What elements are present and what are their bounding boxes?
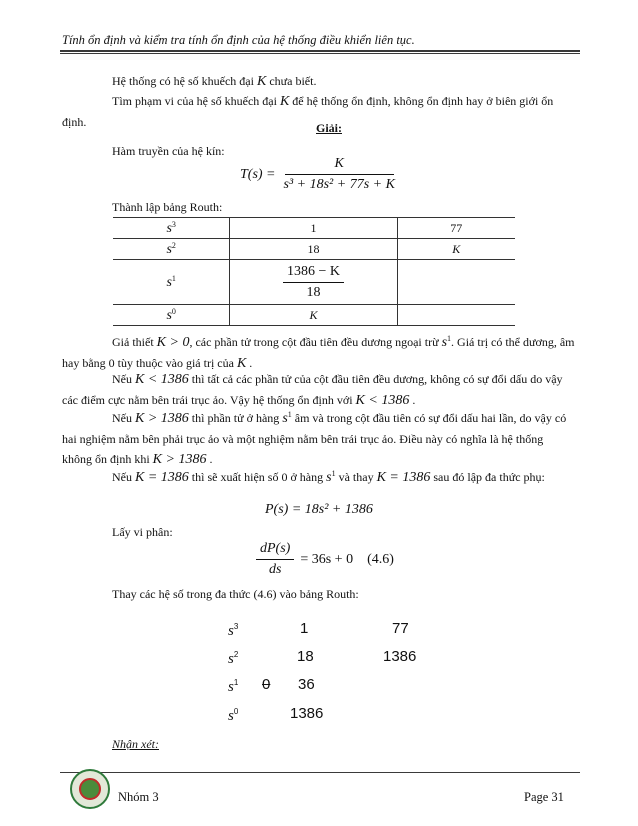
paragraph-case-marginal: Nếu K = 1386 thì sẽ xuất hiện số 0 ở hàng $s^1$ và thay K = 1386 sau đó lập đa thức phụ: [112,469,545,485]
math-condition: K = 1386 [135,470,189,485]
math-s: s [326,470,332,485]
paragraph-case-unstable: Nếu K > 1386 thì phần tử ở hàng $s^1$ âm và trong cột đầu tiên có sự đổi dấu hai lần, do vậy có hai nghiệm nằm bên phải trục ảo và một nghiệm nằm bên trái trục ảo. Điều này có nghĩa là hệ thống không ổn định khi K > 1386 . [62,410,567,467]
footer-rule [60,772,580,773]
row-label: $s^3$ [228,622,239,639]
row-label: $s^3$ [113,218,230,239]
derivative-numerator: dP(s) [256,541,294,560]
row-label: $s^2$ [228,650,239,667]
paragraph-substitute: Thay các hệ số trong đa thức (4.6) vào bảng Routh: [112,587,359,601]
row-label: $s^0$ [228,707,239,724]
paragraph-derivative-label: Lấy vi phân: [112,525,173,539]
math-K: K [256,74,267,89]
table-cell: 1 [300,620,309,637]
tf-lhs: T(s) = [240,166,276,182]
table-cell: K [230,305,397,326]
table-row [113,239,515,260]
math-s: s [282,411,288,426]
fraction-denominator: 18 [306,284,321,300]
fraction [283,264,344,301]
paragraph-transfer-label: Hàm truyền của hệ kín: [112,144,225,158]
text: để hệ thống ổn định, không ổn định hay ở biên giới ổn định. [62,94,554,129]
transfer-function [240,156,395,193]
routh-table-1 [113,217,515,326]
text: Tìm phạm vi của hệ số khuếch đại [112,94,280,108]
table-cell: 1386 [290,705,324,722]
table-cell: 36 [298,676,315,693]
text: Hệ thống có hệ số khuếch đại [112,74,257,88]
math-condition: K < 1386 [355,393,410,408]
footer-page-number: Page 31 [524,790,564,804]
table-cell: 77 [392,620,409,637]
table-cell: 18 [230,239,397,260]
derivative-equation [256,541,394,578]
table-row [113,260,515,305]
paragraph-routh-label: Thành lập bảng Routh: [112,200,223,214]
tf-fraction [284,156,395,193]
derivative-rhs: = 36s + 0 [300,551,354,567]
solution-heading: Giải: [316,121,342,135]
math-K: K [236,356,247,371]
page-header-title: Tính ổn định và kiểm tra tính ổn định của hệ thống điều khiển liên tục. [62,33,415,47]
header-rule [60,50,580,52]
math-condition: K > 1386 [152,452,207,467]
footer-group: Nhóm 3 [118,790,159,804]
derivative-denominator: ds [268,562,282,577]
math-K: K [279,94,290,109]
school-logo-icon [70,769,110,809]
table-cell [230,260,397,305]
table-cell: 1386 [383,648,417,665]
equation-tag: (4.6) [367,551,394,567]
paragraph-intro [62,71,576,92]
math-condition: K = 1386 [376,470,431,485]
table-cell: 18 [297,648,314,665]
remark-heading: Nhận xét: [112,737,159,751]
table-cell: K [397,239,515,260]
derivative-fraction [256,541,294,578]
table-cell [397,305,515,326]
header-rule-thin [60,53,580,54]
tf-denominator: s³ + 18s² + 77s + K [283,177,395,192]
row-label: $s^2$ [113,239,230,260]
text: chưa biết. [266,74,317,88]
math-condition: K > 1386 [135,411,189,426]
table-cell [397,260,515,305]
table-cell: 1 [230,218,397,239]
row-label: $s^1$ [113,260,230,305]
paragraph-case-stable: Nếu K < 1386 thì tất cả các phần tử của cột đầu tiên đều dương, không có sự đổi dấu do vậy các điểm cực nằm bên trái trục ảo. Vậy hệ thống ổn định với K < 1386 . [62,372,563,408]
row-label: $s^0$ [113,305,230,326]
table-row [113,305,515,326]
struck-zero: 0 [262,676,271,693]
table-cell: 77 [397,218,515,239]
row-label: $s^1$ [228,678,239,695]
table-row [113,218,515,239]
paragraph-assumption: Giả thiết K > 0, các phần tử trong cột đầu tiên đều dương ngoại trừ $s^1$. Giá trị có thể dương, âm hay bằng 0 tùy thuộc vào giá trị của K . [62,334,575,371]
math-s: s [441,335,448,350]
auxiliary-polynomial: P(s) = 18s² + 1386 [265,502,373,517]
tf-numerator: K [285,156,394,175]
math-condition: K < 1386 [135,372,189,387]
fraction-numerator: 1386 − K [283,264,344,283]
math-condition: K > 0 [156,335,190,350]
